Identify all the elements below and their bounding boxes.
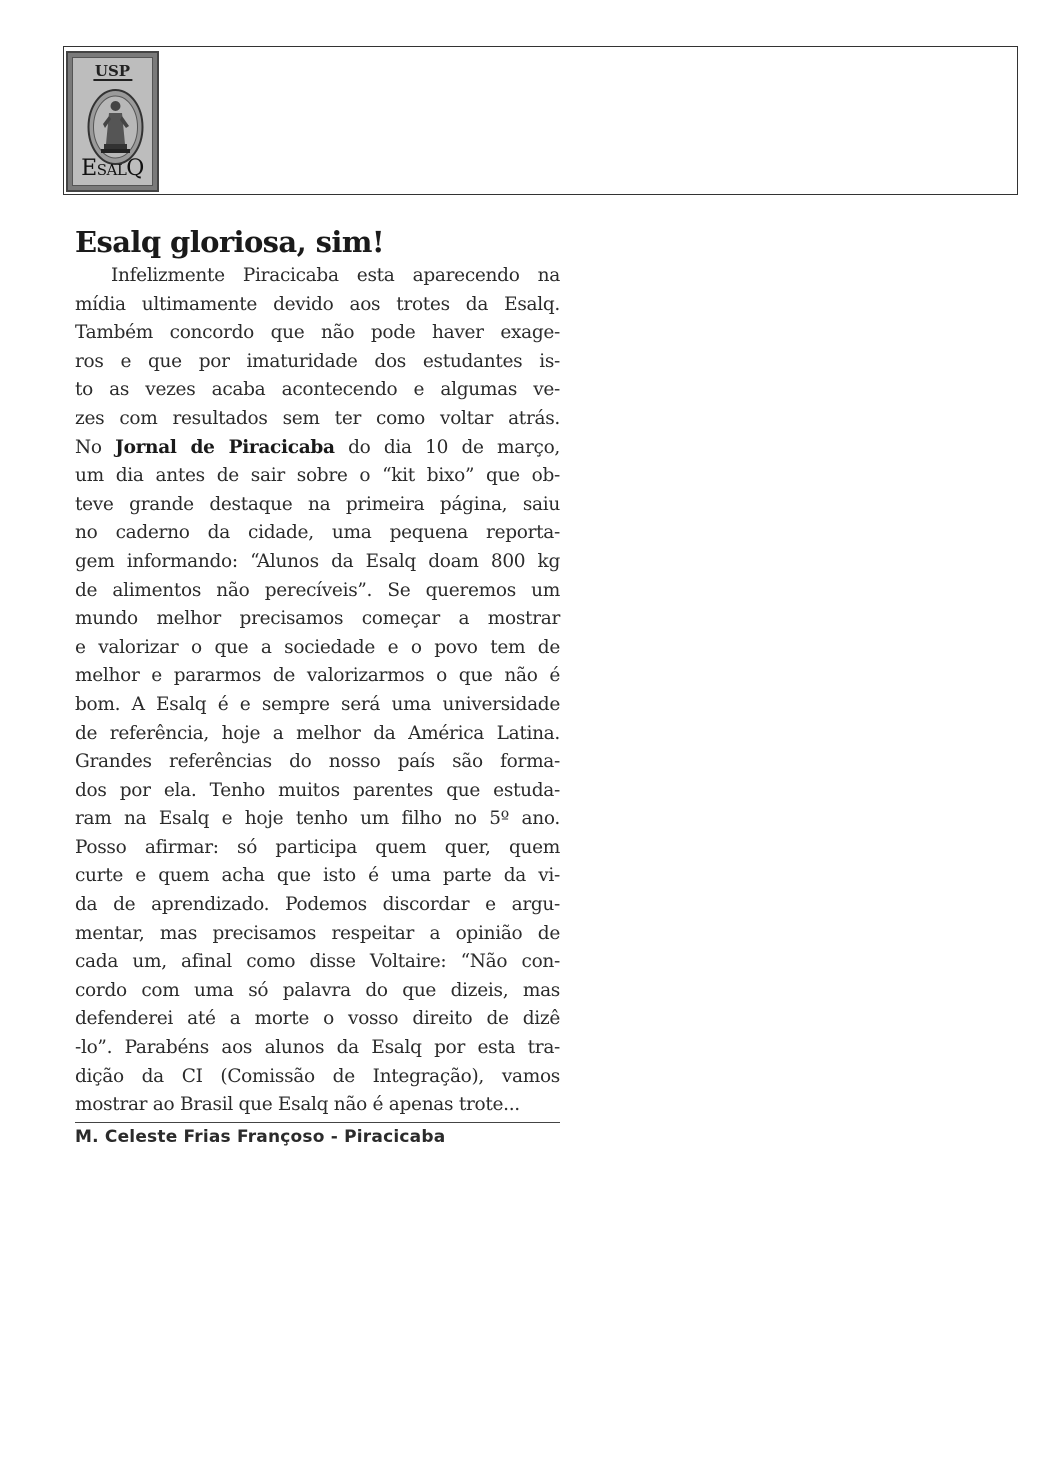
body-line <box>75 434 560 463</box>
body-line: to as vezes acaba acontecendo e algumas ve- <box>75 379 560 401</box>
logo-usp-text: USP <box>94 62 131 80</box>
logo-esalq-initial: E <box>81 156 97 181</box>
body-line: curte e quem acha que isto é uma parte da vi- <box>75 865 560 887</box>
body-line: um dia antes de sair sobre o “kit bixo” que ob- <box>75 465 560 487</box>
header-box <box>63 46 1018 195</box>
logo-esalq-text <box>73 156 152 181</box>
body-line: ros e que por imaturidade dos estudantes is- <box>75 350 560 372</box>
body-line: gem informando: “Alunos da Esalq doam 800 kg <box>75 550 560 572</box>
body-line: Posso afirmar: só participa quem quer, quem <box>75 836 560 858</box>
logo-esalq-middle: SAL <box>96 161 127 179</box>
body-line: de referência, hoje a melhor da América Latina. <box>75 722 560 744</box>
body-line: Grandes referências do nosso país são forma- <box>75 751 560 773</box>
body-line: mídia ultimamente devido aos trotes da Esalq. <box>75 293 560 315</box>
signature-divider <box>75 1122 560 1123</box>
body-line: Infelizmente Piracicaba esta aparecendo na <box>111 265 560 286</box>
body-line: melhor e pararmos de valorizarmos o que não é <box>75 665 560 687</box>
body-line: defenderei até a morte o vosso direito de dizê <box>75 1008 560 1030</box>
body-line: teve grande destaque na primeira página, saiu <box>75 493 560 515</box>
body-line: de alimentos não perecíveis”. Se queremos um <box>75 579 560 601</box>
body-line: bom. A Esalq é e sempre será uma universidade <box>75 693 560 715</box>
body-line: cordo com uma só palavra do que dizeis, mas <box>75 979 560 1001</box>
article-headline: Esalq gloriosa, sim! <box>75 225 384 259</box>
author-signature: M. Celeste Frias Françoso - Piracicaba <box>75 1126 446 1147</box>
body-line: e valorizar o que a sociedade e o povo tem de <box>75 636 560 658</box>
body-line: cada um, afinal como disse Voltaire: “Não con- <box>75 951 560 973</box>
body-line: mostrar ao Brasil que Esalq não é apenas trote... <box>75 1094 520 1116</box>
newspaper-name: Jornal de Piracicaba <box>115 436 335 458</box>
usp-esalq-logo <box>66 51 159 192</box>
body-line: Também concordo que não pode haver exage- <box>75 322 560 344</box>
logo-esalq-final: Q <box>126 156 144 181</box>
body-line: dição da CI (Comissão de Integração), vamos <box>75 1065 560 1087</box>
article-body <box>75 262 560 1120</box>
body-line: mundo melhor precisamos começar a mostrar <box>75 608 560 630</box>
logo-frame <box>72 57 153 186</box>
body-line: ram na Esalq e hoje tenho um filho no 5º ano. <box>75 808 560 830</box>
body-text-fragment: do dia 10 de março, <box>334 436 560 458</box>
body-line: zes com resultados sem ter como voltar atrás. <box>75 407 560 429</box>
body-line: -lo”. Parabéns aos alunos da Esalq por esta tra- <box>75 1037 560 1059</box>
body-line: mentar, mas precisamos respeitar a opinião de <box>75 922 560 944</box>
letter-article <box>75 224 560 1147</box>
body-line: dos por ela. Tenho muitos parentes que estuda- <box>75 779 560 801</box>
body-text-fragment: No <box>75 436 116 458</box>
body-line: no caderno da cidade, uma pequena reporta- <box>75 522 560 544</box>
body-line: da de aprendizado. Podemos discordar e argu- <box>75 894 560 916</box>
